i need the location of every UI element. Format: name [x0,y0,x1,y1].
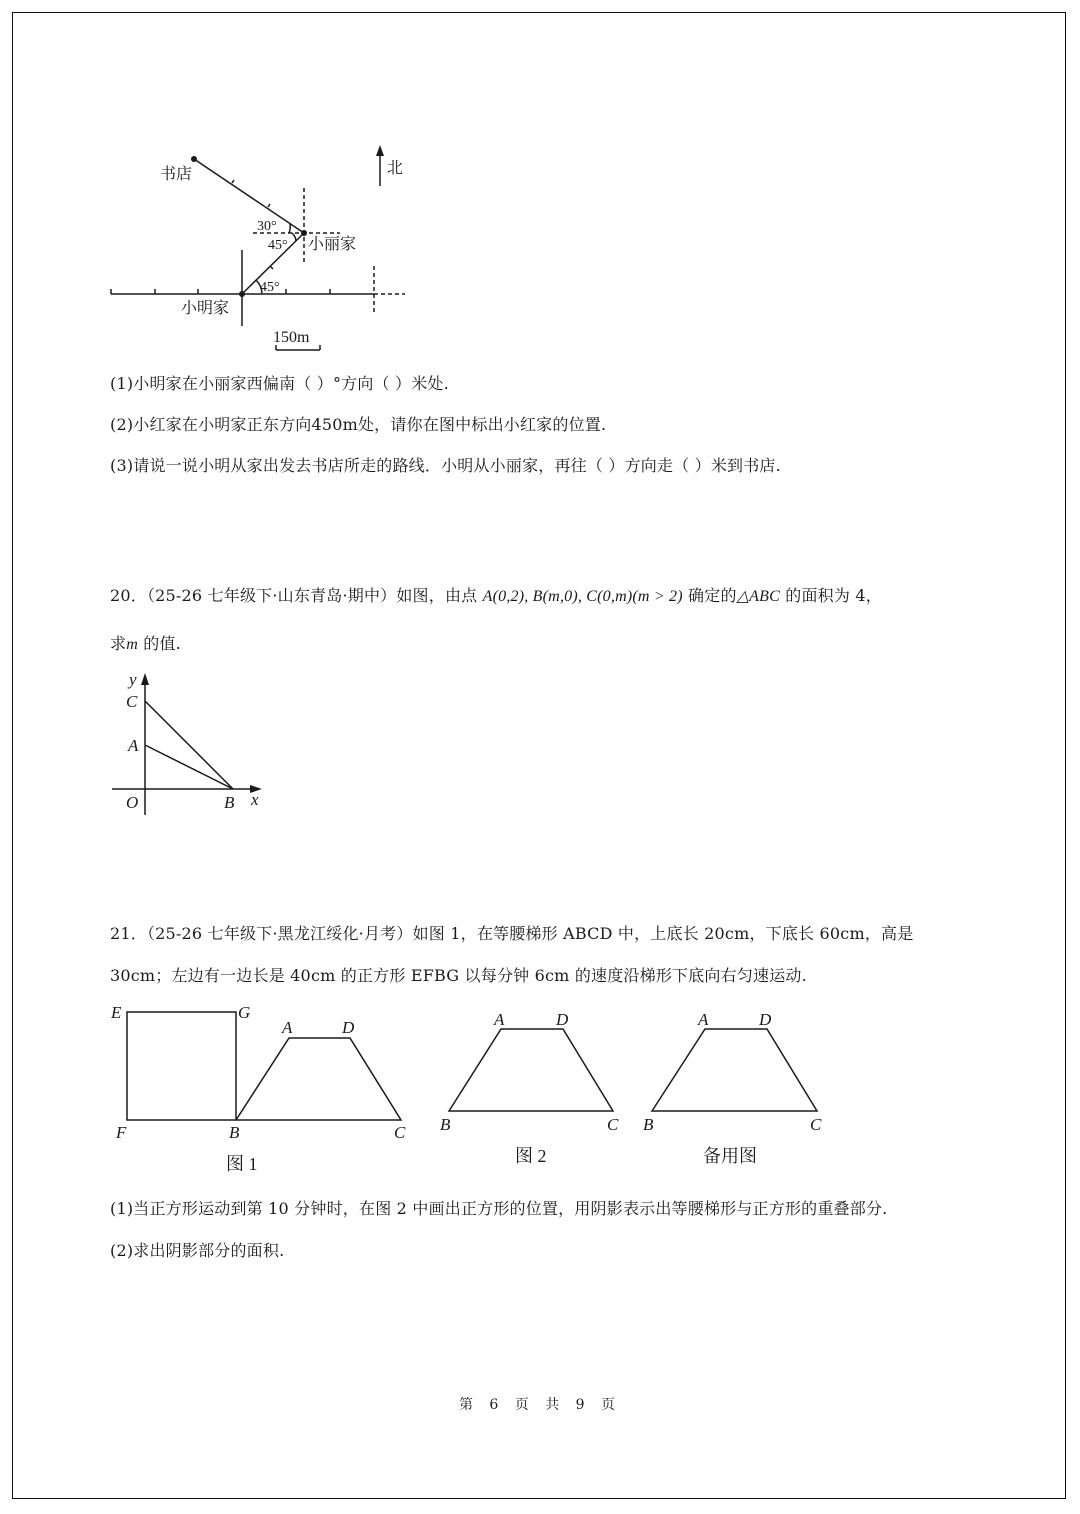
svg-text:小丽家: 小丽家 [308,236,357,253]
svg-text:45°: 45° [260,280,280,295]
svg-text:D: D [342,1018,355,1037]
q19-part-2: (2)小红家在小明家正东方向450m处，请你在图中标出小红家的位置. [110,415,607,434]
q21-part-1: (1)当正方形运动到第 10 分钟时，在图 2 中画出正方形的位置，用阴影表示出等腰梯形与正方形的重叠部分. [110,1199,888,1218]
svg-text:B: B [224,793,235,812]
svg-text:C: C [126,692,138,711]
svg-text:30°: 30° [257,219,277,234]
coordinate-triangle-figure [100,665,280,825]
svg-text:北: 北 [387,160,404,177]
svg-text:小明家: 小明家 [181,300,230,317]
q21-part-2: (2)求出阴影部分的面积. [110,1241,285,1260]
svg-text:B: B [440,1115,451,1134]
svg-text:B: B [643,1115,654,1134]
svg-text:y: y [129,670,137,689]
page-footer: 第 6 页 共 9 页 [458,1397,622,1413]
q19-part-3: (3)请说一说小明从家出发去书店所走的路线．小明从小丽家，再往（ ）方向走（ ）米到书店. [110,456,781,475]
fig2-caption: 图 2 [515,1146,547,1166]
q21-stem-line2: 30cm；左边有一边长是 40cm 的正方形 EFBG 以每分钟 6cm 的速度沿梯形下底向右匀速运动. [110,966,807,985]
svg-text:F: F [116,1123,127,1142]
svg-text:D: D [759,1010,772,1029]
trapezoid-figures [0,990,1080,1180]
backup-caption: 备用图 [703,1146,757,1166]
svg-text:O: O [126,793,139,812]
svg-text:45°: 45° [268,238,288,253]
svg-text:E: E [111,1003,122,1022]
q20-stem: 20．（25-26 七年级下·山东青岛·期中）如图，由点 A(0,2), B(m,0), C(0,m)(m > 2) 确定的△ABC 的面积为 4， [110,586,882,605]
y-axis-arrow-icon [141,673,149,685]
svg-text:书店: 书店 [160,166,193,183]
direction-map-figure [0,0,1080,370]
svg-text:150m: 150m [273,329,310,346]
svg-text:A: A [698,1010,709,1029]
svg-text:A: A [128,736,139,755]
svg-text:A: A [494,1010,505,1029]
fig1-caption: 图 1 [226,1154,258,1174]
svg-text:C: C [394,1123,406,1142]
svg-text:G: G [238,1003,251,1022]
svg-text:D: D [556,1010,569,1029]
q19-part-1: (1)小明家在小丽家西偏南（ ）°方向（ ）米处. [110,374,449,393]
svg-text:A: A [282,1018,293,1037]
svg-text:x: x [251,790,259,809]
svg-text:C: C [810,1115,822,1134]
svg-text:B: B [229,1123,240,1142]
north-arrow-icon [376,145,384,156]
q20-stem-line2: 求m 的值. [110,634,181,653]
q21-stem: 21．（25-26 七年级下·黑龙江绥化·月考）如图 1，在等腰梯形 ABCD 中，上底长 20cm，下底长 60cm，高是 [110,924,914,943]
svg-text:C: C [607,1115,619,1134]
